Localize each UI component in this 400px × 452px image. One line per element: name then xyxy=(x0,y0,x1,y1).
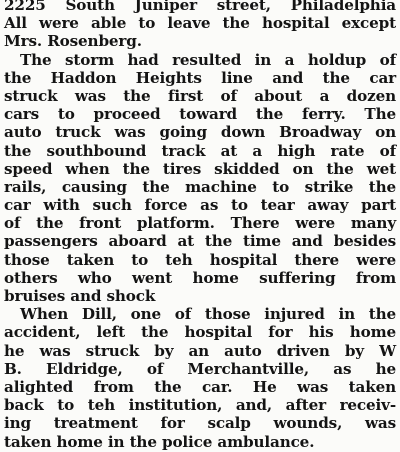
article-line: alighted from the car. He was taken xyxy=(4,377,396,396)
article-line: bruises and shock xyxy=(4,287,156,305)
article-line: the southbound track at a high rate of xyxy=(4,141,396,160)
article-line: ing treatment for scalp wounds, was xyxy=(4,414,396,433)
article-line: Mrs. Rosenberg. xyxy=(4,32,142,51)
article-line: others who went home suffering from xyxy=(4,268,396,287)
article-line: those taken to teh hospital there were xyxy=(4,250,396,269)
article-line: of the front platform. There were many xyxy=(4,214,396,233)
article-line: taken home in the police ambulance. xyxy=(4,432,315,451)
article-line: B. Eldridge, of Merchantville, as he xyxy=(4,359,396,378)
article-line: passengers aboard at the time and besides xyxy=(4,232,396,251)
article-line: the Haddon Heights line and the car xyxy=(4,68,396,87)
article-line: The storm had resulted in a holdup of xyxy=(20,50,396,69)
article-line: auto truck was going down Broadway on xyxy=(4,123,396,142)
article-line: speed when the tires skidded on the wet xyxy=(4,159,396,178)
article-line: When Dill, one of those injured in the xyxy=(20,305,396,324)
article-line: cars to proceed toward the ferry. The xyxy=(4,105,396,124)
article-body xyxy=(4,0,396,451)
article-line: back to teh institution, and, after receiv- xyxy=(4,396,396,415)
article-line: car with such force as to tear away part xyxy=(4,196,396,215)
article-line: struck was the first of about a dozen xyxy=(4,86,396,105)
article-line: All were able to leave the hospital except xyxy=(4,14,396,33)
article-line: rails, causing the machine to strike the xyxy=(4,177,396,196)
article-line: 2225 South Juniper street, Philadelphia xyxy=(4,0,396,14)
article-line: he was struck by an auto driven by W xyxy=(4,341,396,360)
article-line: accident, left the hospital for his home xyxy=(4,323,396,342)
